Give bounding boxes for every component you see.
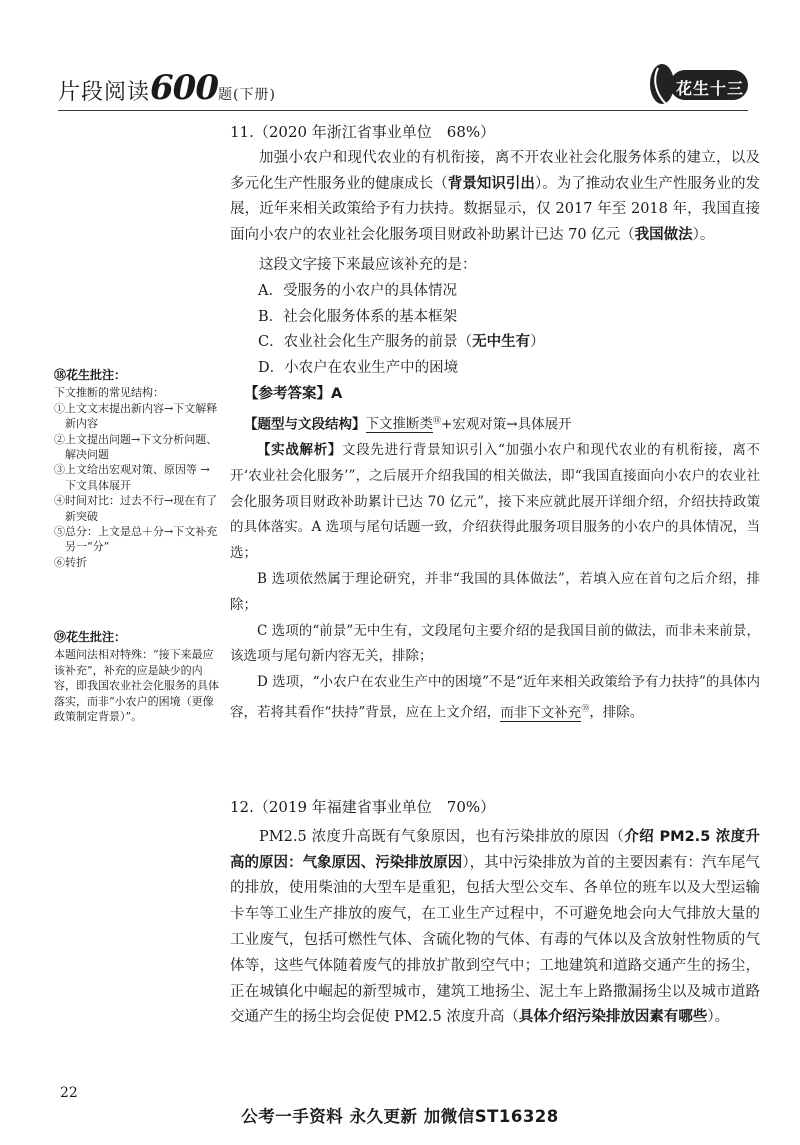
analysis-paragraph-4: [230, 670, 760, 726]
answer-line: [230, 382, 760, 408]
option-c-annotation: 无中生有: [472, 334, 531, 351]
passage-text: 加强小农户和现代农业的有机衔接，离不开农业社会化服务体系的建立，以及多元化生产性服务业的健康成长（: [230, 149, 760, 192]
analysis-text: ，排除。: [589, 704, 644, 721]
note-19-title: ⑲花生批注：: [54, 630, 127, 644]
option-c: [230, 330, 760, 356]
note-18-item: ④时间对比：过去不行→现在有了新突破: [54, 494, 218, 523]
answer-value: A: [331, 385, 343, 402]
passage-text: ）。: [692, 227, 715, 244]
book-title-text: 片段阅读: [58, 80, 151, 105]
question-11-passage: [230, 146, 760, 249]
analysis-underlined: 而非下文补充: [500, 704, 582, 721]
question-11-stem: 这段文字接下来最应该补充的是：: [259, 256, 477, 273]
note-18-intro: 下文推断的常见结构：: [54, 386, 164, 400]
question-11: [230, 120, 760, 726]
passage-annotation: 我国做法: [634, 227, 693, 244]
passage-text: ），其中污染排放为首的主要因素有：汽车尾气的排放，使用柴油的大型车是重犯，包括大型公交车、各单位的班车以及大型运输卡车等工业生产排放的废气，在工业生产过程中，不可避免地会向大气排放大量的工业废气，包括可燃性气体、含硫化物的气体、有毒的气体以及含放射性物质的气体等，这些气体随着废气的排放扩散到空气中；工地建筑和道路交通产生的扬尘，正在城镇化中崛起的新型城市，建筑工地扬尘、泥土车上路撒漏扬尘以及城市道路交通产生的扬尘均会促使 PM2.5 浓度升高（: [230, 854, 761, 1026]
question-12: [230, 795, 760, 1031]
structure-text: +宏观对策→具体展开: [441, 416, 572, 433]
note-ref: ⑱: [433, 415, 441, 425]
option-c-text: C．农业社会化生产服务的前景（: [258, 334, 473, 351]
analysis-paragraph-3: C 选项的“前景”无中生有，文段尾句主要介绍的是我国目前的做法，而非未来前景，该选项与尾句新内容无关，排除；: [230, 622, 760, 665]
note-18-item: ⑤总分：上文是总＋分→下文补充另一“分”: [54, 525, 218, 554]
passage-text: ）。为了推动农业生产性服务业的发展，近年来相关政策给予有力扶持。数据显示，仅 2017 年至 2018 年，我国直接面向小农户的农业社会化服务项目财政补助累计已达 70 亿元（: [230, 175, 760, 244]
question-12-passage: [230, 825, 760, 1031]
option-d: D．小农户在农业生产中的困境: [258, 360, 459, 377]
passage-annotation: 介绍 PM2.5 浓度升高的原因：气象原因、污染排放原因: [230, 828, 760, 871]
header-rule: [58, 110, 748, 111]
analysis-text: 文段先进行背景知识引入“加强小农户和现代农业的有机衔接，离不开‘农业社会化服务’”，之后展开介绍我国的相关做法，即“我国直接面向小农户的农业社会化服务项目财政补助累计已达 70 亿元”，接下来应就此展开详细介绍，介绍扶持政策的具体落实。A 选项与尾句话题一致，介绍获得此服务项目服务的小农户的具体情况，当选；: [230, 442, 760, 562]
analysis-text: D 选项，“小农户在农业生产中的困境”不是“近年来相关政策给予有力扶持”的具体内容，若将其看作“扶持”背景，应在上文介绍，: [230, 674, 760, 721]
book-title-volume: (下册): [233, 87, 276, 103]
option-a: A．受服务的小农户的具体情况: [258, 282, 457, 299]
sidebar-note-18: [54, 368, 219, 570]
option-c-close: ）: [530, 334, 545, 351]
note-18-item: ⑥转折: [54, 555, 87, 569]
chapter-badge-text: 花生十三: [676, 79, 745, 98]
note-18-item: ①上文文末提出新内容→下文解释新内容: [54, 401, 218, 431]
structure-label: 【题型与文段结构】: [244, 416, 366, 433]
analysis-label: 【实战解析】: [257, 442, 343, 459]
passage-annotation: 背景知识引出: [447, 175, 535, 192]
note-18-item: ③上文给出宏观对策、原因等 →下文具体展开: [54, 463, 210, 492]
option-b: B．社会化服务体系的基本框架: [258, 308, 458, 325]
sidebar-note-19: [54, 630, 219, 724]
question-12-heading: 12.（2019 年福建省事业单位 70%）: [230, 798, 496, 816]
note-18-item: ②上文提出问题→下文分析问题、解决问题: [54, 432, 218, 462]
analysis-paragraph-1: [230, 438, 760, 567]
book-title-unit: 题: [218, 87, 233, 103]
analysis-paragraph-2: B 选项依然属于理论研究，并非“我国的具体做法”，若填入应在首句之后介绍，排除；: [230, 571, 760, 613]
note-19-text: 本题问法相对特殊：“接下来最应该补充”，补充的应是缺少的内容，即我国农业社会化服务的具体落实，而非“小农户的困境（更像政策制定背景）”。: [54, 648, 219, 724]
passage-annotation: 具体介绍污染排放因素有哪些: [518, 1009, 708, 1026]
book-title-number: 600: [150, 68, 218, 108]
footer-watermark: 公考一手资料 永久更新 加微信ST16328: [241, 1107, 559, 1126]
question-11-heading: 11.（2020 年浙江省事业单位 68%）: [230, 123, 496, 141]
passage-text: PM2.5 浓度升高既有气象原因，也有污染排放的原因（: [259, 828, 625, 845]
note-ref: ⑲: [581, 704, 590, 714]
structure-underlined: 下文推断类: [365, 416, 433, 433]
note-18-title: ⑱花生批注：: [54, 368, 127, 382]
structure-line: [230, 408, 760, 438]
page-number: 22: [60, 1085, 78, 1101]
answer-label: 【参考答案】: [244, 385, 331, 402]
chapter-badge: [648, 60, 750, 108]
passage-text: ）。: [707, 1009, 730, 1026]
book-title: [58, 68, 276, 108]
